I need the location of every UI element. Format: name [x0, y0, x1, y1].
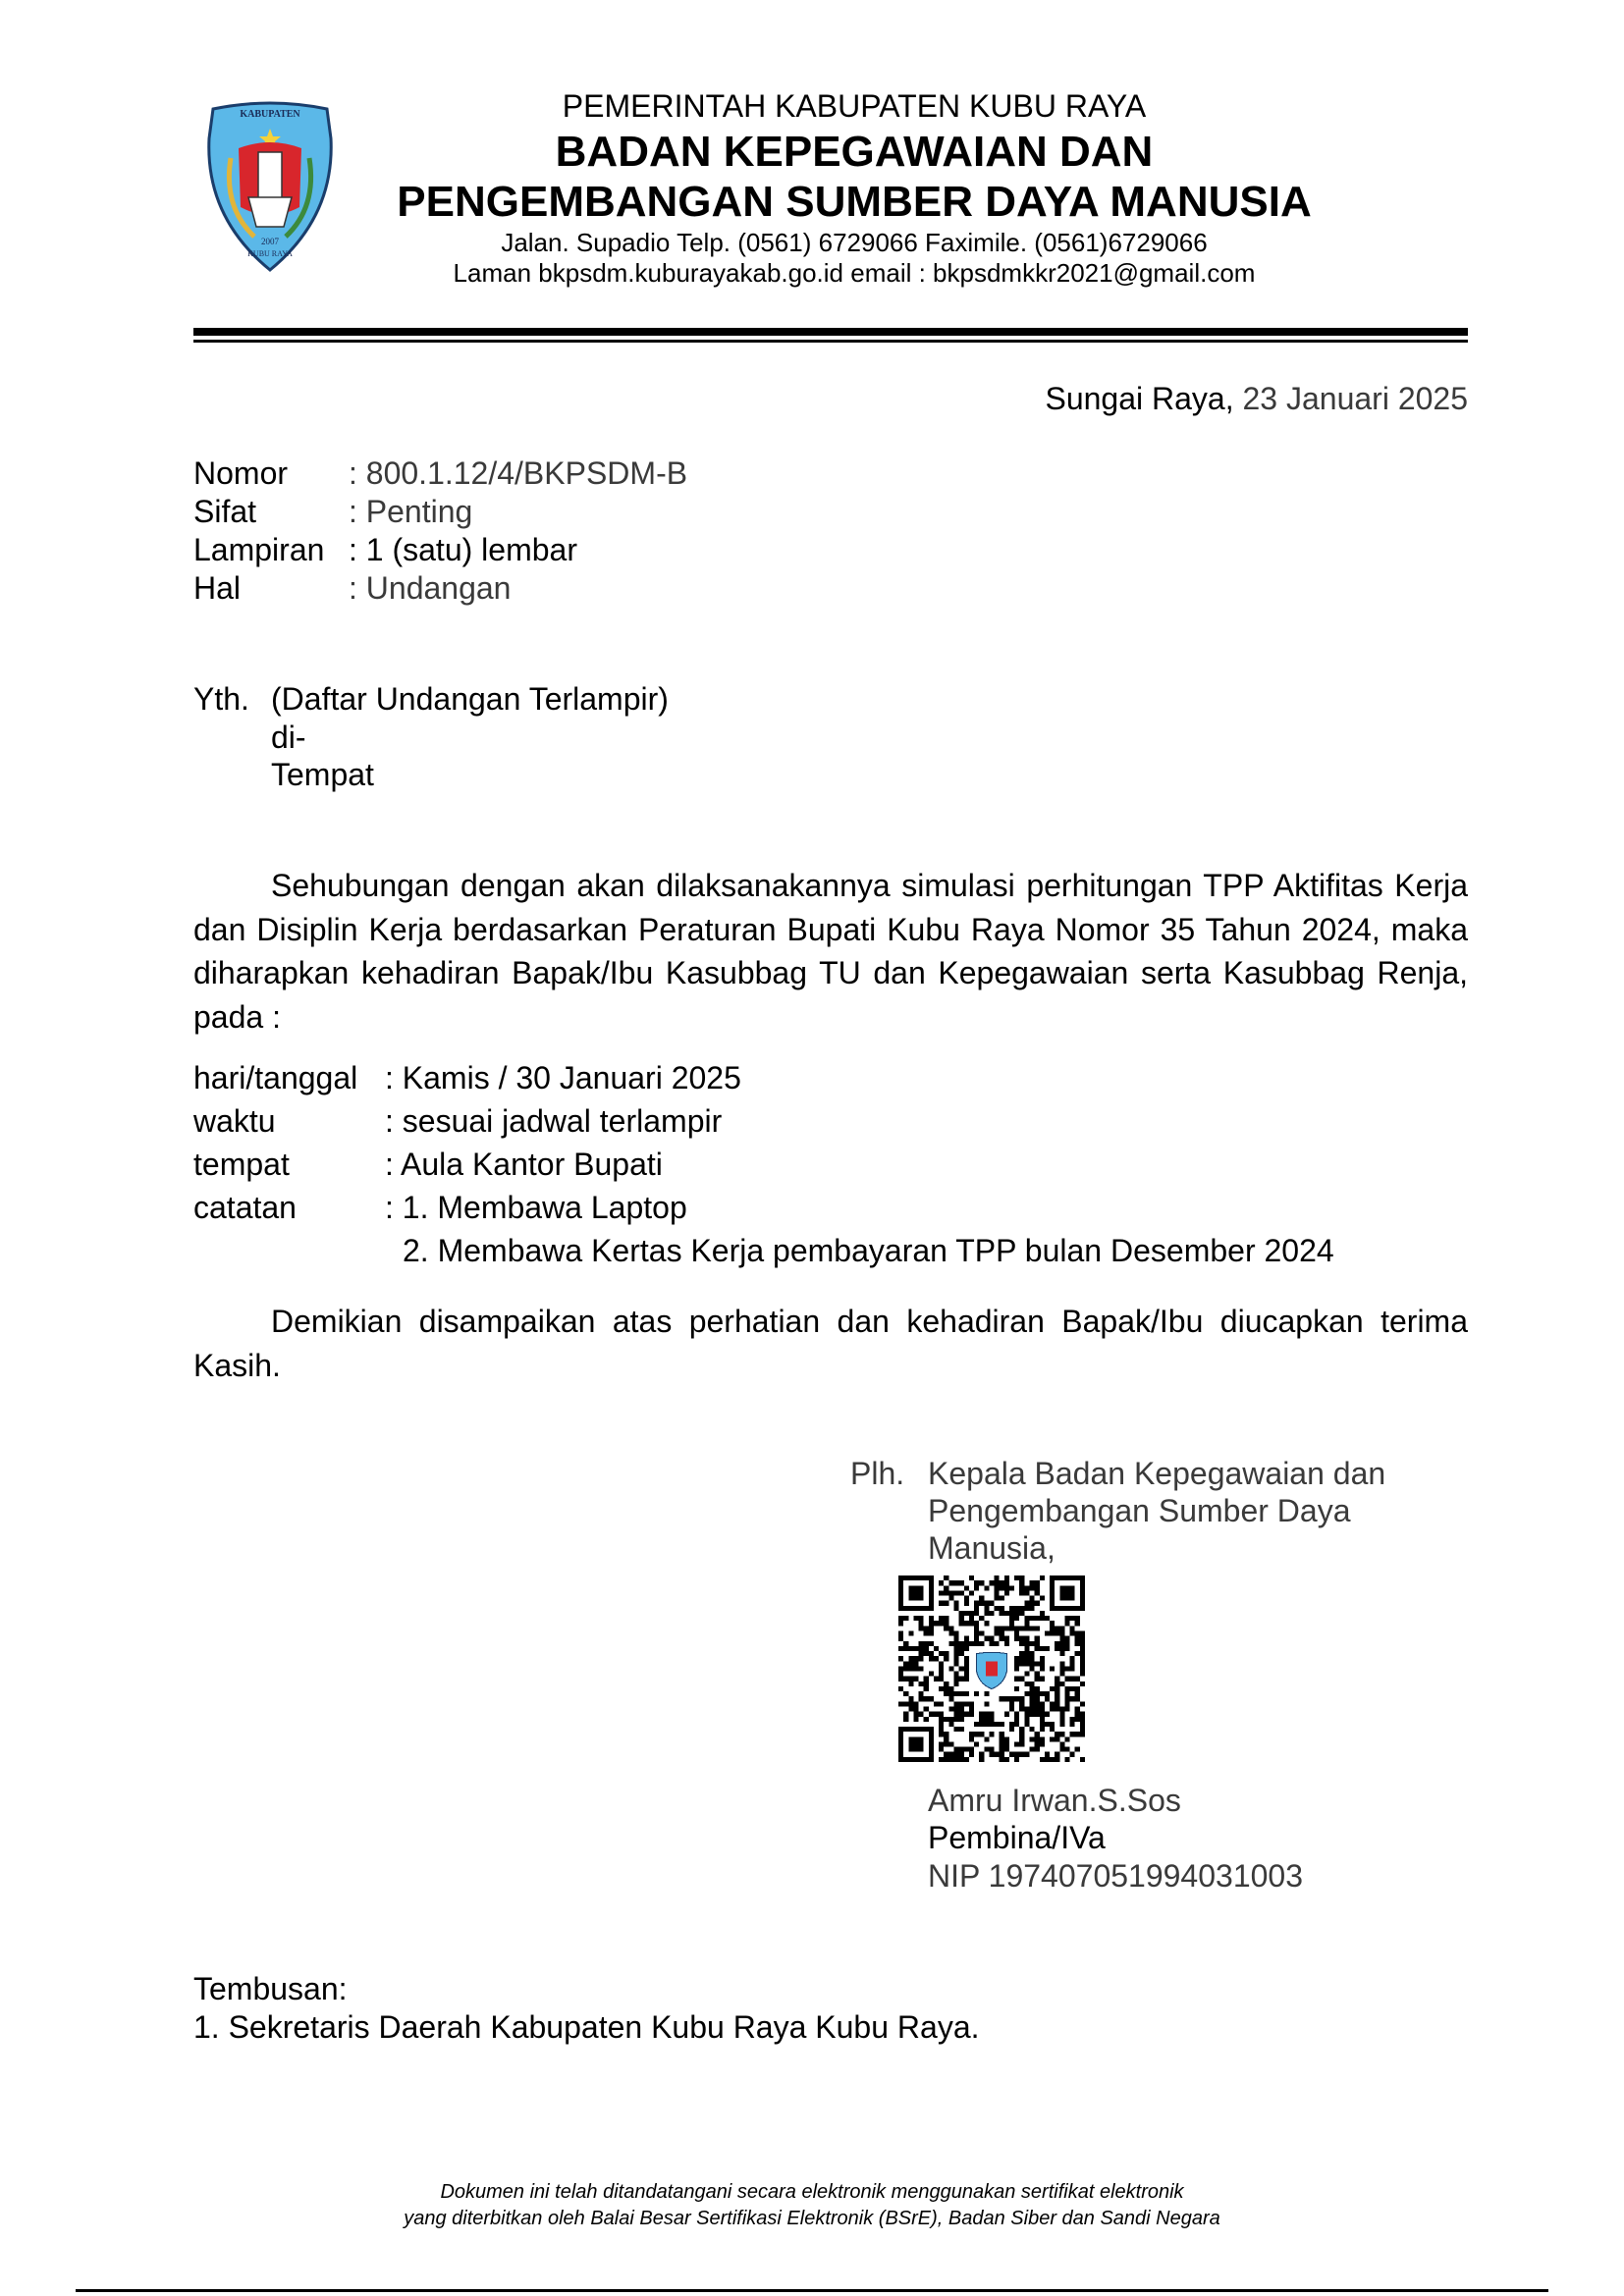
meta-sifat-value: : Penting	[349, 494, 473, 529]
detail-label-place: tempat	[193, 1147, 290, 1182]
signer-name: Amru Irwan.S.Sos	[928, 1783, 1181, 1818]
signature-title-1: Kepala Badan Kepegawaian dan	[928, 1456, 1386, 1491]
footer-rule	[76, 2289, 1548, 2292]
body-paragraph: Sehubungan dengan akan dilaksanakannya simulasi perhitungan TPP Aktifitas Kerja dan Disiplin Kerja berdasarkan Peraturan Bupati Kubu Raya Nomor 35 Tahun 2024, maka diharapkan kehadiran Bapak/Ibu Kasubbag TU dan Kepegawaian serta Kasubbag Renja, pada :	[193, 868, 1468, 1035]
addressee-di: di-	[271, 720, 306, 755]
date-value: 23 Januari 2025	[1242, 381, 1468, 416]
cc-title: Tembusan:	[193, 1971, 348, 2006]
svg-text:2007: 2007	[261, 237, 279, 246]
addressee-prefix: Yth.	[193, 681, 249, 717]
meta-lampiran-value: : 1 (satu) lembar	[349, 532, 577, 567]
detail-label-time: waktu	[193, 1103, 276, 1139]
signature-title-3: Manusia,	[928, 1530, 1056, 1566]
detail-label-notes: catatan	[193, 1190, 297, 1225]
meta-hal-value: : Undangan	[349, 570, 512, 606]
addressee-name: (Daftar Undangan Terlampir)	[271, 681, 669, 717]
closing-paragraph: Demikian disampaikan atas perhatian dan kehadiran Bapak/Ibu diucapkan terima Kasih.	[193, 1304, 1468, 1383]
detail-value-place: : Aula Kantor Bupati	[385, 1147, 663, 1182]
letterhead-agency-line1: BADAN KEPEGAWAIAN DAN	[555, 128, 1154, 176]
detail-value-note1: : 1. Membawa Laptop	[385, 1190, 687, 1225]
letterhead-agency-line2: PENGEMBANGAN SUMBER DAYA MANUSIA	[397, 178, 1312, 226]
meta-sifat-label: Sifat	[193, 494, 257, 529]
header-rule-thin	[193, 340, 1468, 343]
meta-hal-label: Hal	[193, 570, 242, 606]
detail-label-day: hari/tanggal	[193, 1060, 358, 1095]
qr-center-logo-emblem	[986, 1661, 998, 1676]
cc-item: 1. Sekretaris Daerah Kabupaten Kubu Raya Kubu Raya.	[193, 2009, 980, 2045]
footer-esign-line1: Dokumen ini telah ditandatangani secara elektronik menggunakan sertifikat elektronik	[440, 2181, 1184, 2203]
svg-text:KUBU RAYA: KUBU RAYA	[247, 249, 293, 258]
detail-value-day: : Kamis / 30 Januari 2025	[385, 1060, 741, 1095]
detail-value-time: : sesuai jadwal terlampir	[385, 1103, 723, 1139]
meta-nomor-label: Nomor	[193, 455, 289, 491]
header-rule-thick	[193, 328, 1468, 336]
signer-rank: Pembina/IVa	[928, 1820, 1106, 1855]
signature-title-2: Pengembangan Sumber Daya	[928, 1493, 1351, 1528]
letterhead-contact: Laman bkpsdm.kuburayakab.go.id email : bkpsdmkkr2021@gmail.com	[453, 258, 1256, 288]
detail-value-note2: 2. Membawa Kertas Kerja pembayaran TPP bulan Desember 2024	[403, 1233, 1334, 1268]
footer-esign-line2: yang diterbitkan oleh Balai Besar Sertifikasi Elektronik (BSrE), Badan Siber dan Sandi Negara	[404, 2208, 1220, 2229]
date-place: Sungai Raya,	[1045, 381, 1234, 416]
letterhead-address: Jalan. Supadio Telp. (0561) 6729066 Faximile. (0561)6729066	[501, 228, 1208, 257]
letterhead-government: PEMERINTAH KABUPATEN KUBU RAYA	[562, 88, 1147, 124]
svg-text:KABUPATEN: KABUPATEN	[240, 109, 300, 120]
signer-nip: NIP 197407051994031003	[928, 1858, 1303, 1894]
signature-qr-code	[898, 1575, 1085, 1762]
meta-nomor-value: : 800.1.12/4/BKPSDM-B	[349, 455, 688, 491]
letter-date	[1045, 383, 1468, 414]
addressee-place: Tempat	[271, 757, 374, 792]
meta-lampiran-label: Lampiran	[193, 532, 325, 567]
signature-prefix: Plh.	[850, 1456, 905, 1491]
